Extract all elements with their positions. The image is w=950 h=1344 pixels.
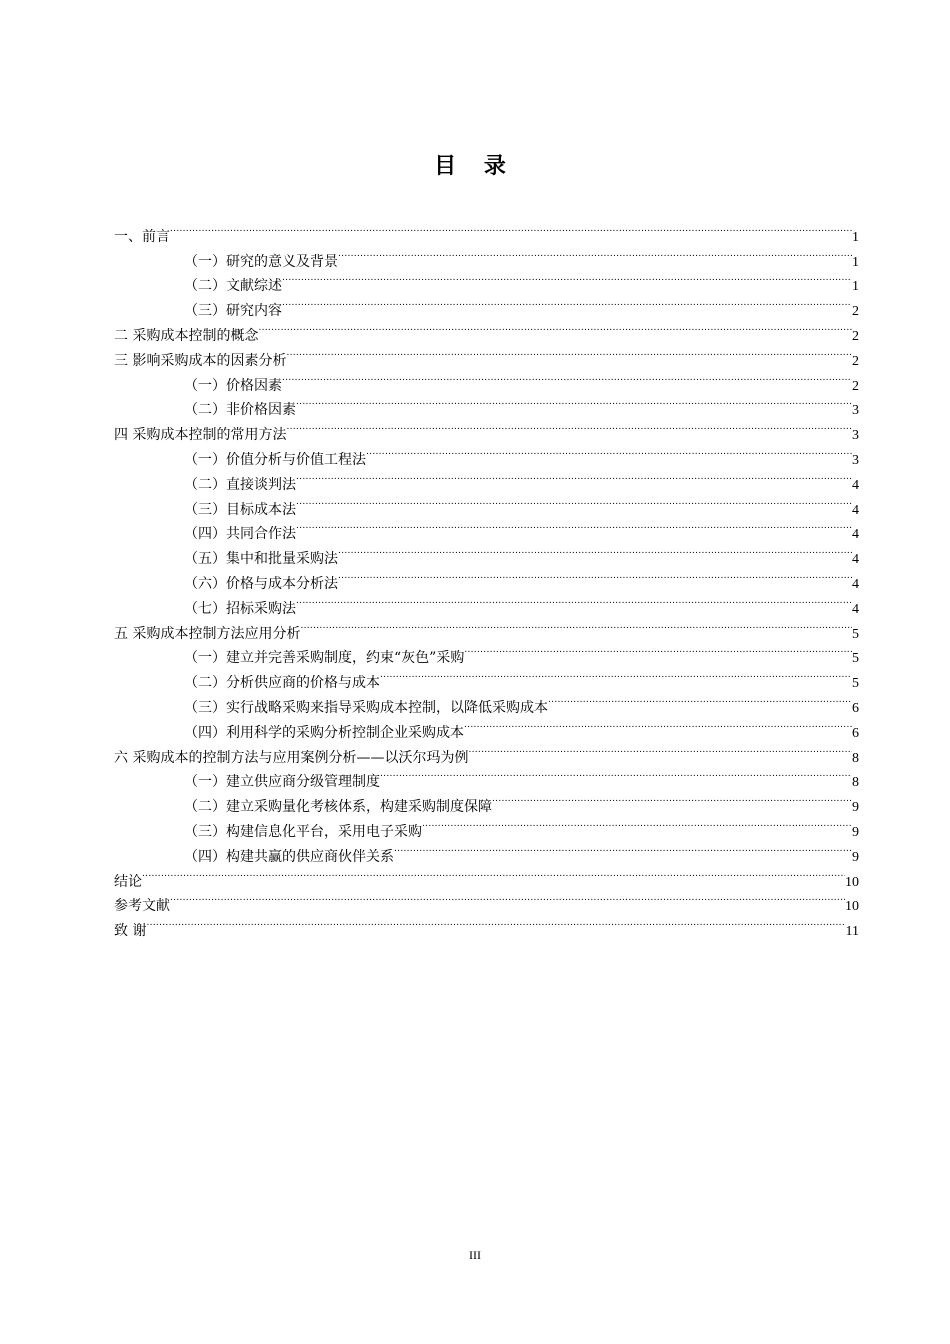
toc-dot-leader	[548, 687, 852, 712]
toc-entry-label: 致 谢	[114, 923, 147, 940]
toc-entry-label: （三）构建信息化平台，采用电子采购	[184, 823, 422, 840]
toc-entry-label: （五）集中和批量采购法	[184, 551, 338, 568]
toc-dot-leader	[380, 662, 852, 687]
toc-entry-page: 2	[852, 353, 859, 369]
toc-list	[114, 216, 859, 940]
toc-dot-leader	[468, 737, 852, 762]
toc-entry-label: 六 采购成本的控制方法与应用案例分析——以沃尔玛为例	[114, 749, 469, 766]
toc-entry-page: 9	[852, 800, 859, 816]
toc-entry-page: 9	[852, 849, 859, 865]
toc-dot-leader	[142, 861, 845, 886]
toc-entry[interactable]	[114, 216, 859, 245]
toc-dot-leader	[286, 414, 852, 439]
toc-entry-label: （一）研究的意义及背景	[184, 253, 338, 270]
toc-entry-label: （三）实行战略采购来指导采购成本控制，以降低采购成本	[184, 699, 548, 716]
toc-entry-page: 11	[845, 924, 859, 940]
toc-entry-label: （七）招标采购法	[184, 600, 296, 617]
toc-entry-page: 1	[852, 254, 859, 270]
toc-dot-leader	[170, 886, 845, 911]
toc-entry-page: 5	[852, 651, 859, 667]
toc-entry-label: 二 采购成本控制的概念	[114, 327, 259, 344]
toc-dot-leader	[422, 811, 852, 836]
toc-entry-label: （四）共同合作法	[184, 526, 296, 543]
toc-entry-page: 3	[852, 452, 859, 468]
toc-dot-leader	[300, 613, 852, 638]
toc-dot-leader	[170, 216, 852, 241]
toc-entry-page: 6	[852, 725, 859, 741]
toc-dot-leader	[380, 762, 852, 787]
toc-entry-label: 四 采购成本控制的常用方法	[114, 427, 287, 444]
toc-entry-label: （二）建立采购量化考核体系，构建采购制度保障	[184, 799, 492, 816]
toc-dot-leader	[338, 241, 852, 266]
toc-entry-label: （三）研究内容	[184, 303, 282, 320]
toc-entry-page: 4	[852, 576, 859, 592]
toc-dot-leader	[394, 836, 852, 861]
toc-dot-leader	[492, 786, 852, 811]
toc-entry-page: 9	[852, 824, 859, 840]
toc-entry-label: （四）利用科学的采购分析控制企业采购成本	[184, 724, 464, 741]
toc-entry-page: 2	[852, 328, 859, 344]
toc-dot-leader	[296, 390, 852, 415]
toc-dot-leader	[464, 638, 852, 663]
toc-title: 目 录	[434, 154, 516, 179]
toc-dot-leader	[296, 514, 852, 539]
toc-entry-page: 10	[845, 899, 859, 915]
toc-entry-page: 2	[852, 378, 859, 394]
toc-entry-page: 6	[852, 700, 859, 716]
toc-entry-page: 4	[852, 601, 859, 617]
toc-entry-label: （三）目标成本法	[184, 501, 296, 518]
toc-entry-label: （一）价格因素	[184, 377, 282, 394]
toc-entry-label: 五 采购成本控制方法应用分析	[114, 625, 301, 642]
toc-entry-label: （一）建立供应商分级管理制度	[184, 774, 380, 791]
toc-entry-label: 结论	[114, 873, 142, 890]
toc-dot-leader	[282, 266, 852, 291]
toc-dot-leader	[282, 290, 852, 315]
toc-entry-page: 4	[852, 527, 859, 543]
toc-entry-page: 8	[852, 750, 859, 766]
toc-dot-leader	[464, 712, 852, 737]
toc-entry-label: 三 影响采购成本的因素分析	[114, 352, 287, 369]
toc-entry-page: 1	[852, 229, 859, 245]
toc-entry-label: 参考文献	[114, 898, 170, 915]
toc-dot-leader	[338, 538, 852, 563]
toc-entry[interactable]	[114, 886, 859, 915]
toc-entry-label: （一）价值分析与价值工程法	[184, 451, 366, 468]
toc-entry-label: 一、前言	[114, 228, 170, 245]
toc-entry-label: （四）构建共赢的供应商伙伴关系	[184, 848, 394, 865]
toc-entry[interactable]	[114, 910, 859, 940]
toc-entry-page: 4	[852, 552, 859, 568]
toc-entry-page: 2	[852, 304, 859, 320]
toc-entry-page: 5	[852, 626, 859, 642]
toc-dot-leader	[296, 489, 852, 514]
toc-entry-page: 1	[852, 279, 859, 295]
toc-dot-leader	[258, 315, 852, 340]
toc-entry-label: （二）分析供应商的价格与成本	[184, 675, 380, 692]
toc-dot-leader	[338, 563, 852, 588]
toc-entry[interactable]	[114, 241, 859, 270]
toc-entry-label: （二）非价格因素	[184, 402, 296, 419]
toc-entry-page: 3	[852, 403, 859, 419]
toc-dot-leader	[296, 588, 852, 613]
toc-entry-label: （六）价格与成本分析法	[184, 575, 338, 592]
toc-entry-page: 10	[845, 874, 859, 890]
toc-dot-leader	[146, 910, 845, 935]
toc-entry-page: 3	[852, 428, 859, 444]
toc-dot-leader	[296, 464, 852, 489]
toc-entry-label: （二）文献综述	[184, 278, 282, 295]
page-number: III	[469, 1248, 481, 1262]
toc-dot-leader	[282, 365, 852, 390]
toc-entry-page: 5	[852, 676, 859, 692]
toc-entry-label: （二）直接谈判法	[184, 476, 296, 493]
toc-entry-page: 4	[852, 502, 859, 518]
toc-entry-page: 8	[852, 775, 859, 791]
toc-entry-page: 4	[852, 477, 859, 493]
toc-entry-label: （一）建立并完善采购制度，约束“灰色”采购	[184, 650, 465, 667]
toc-dot-leader	[366, 439, 852, 464]
toc-dot-leader	[286, 340, 852, 365]
toc-entry[interactable]	[114, 861, 859, 890]
